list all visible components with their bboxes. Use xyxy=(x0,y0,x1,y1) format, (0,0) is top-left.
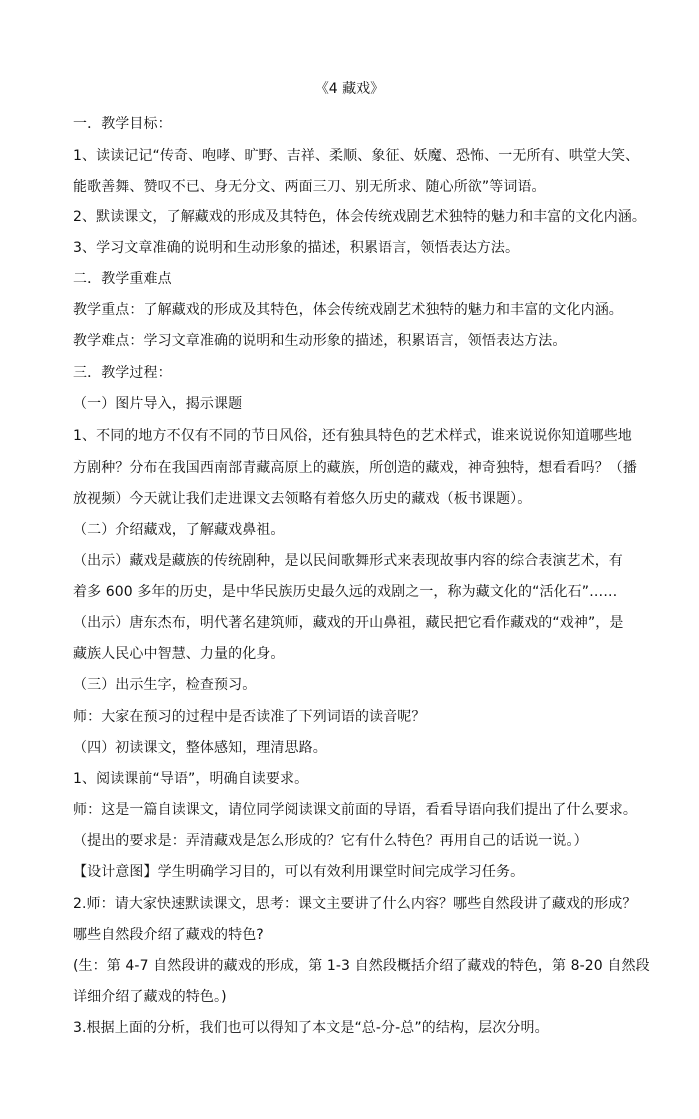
paragraph-line: （出示）藏戏是藏族的传统剧种，是以民间歌舞形式来表现故事内容的综合表演艺术，有 xyxy=(73,553,623,569)
paragraph-line: 详细介绍了藏戏的特色。) xyxy=(73,989,227,1005)
paragraph-line: 哪些自然段介绍了藏戏的特色? xyxy=(73,927,264,943)
section-heading-process: 三．教学过程： xyxy=(73,365,172,381)
paragraph-line: (生：第 4-7 自然段讲的藏戏的形成，第 1-3 自然段概括介绍了藏戏的特色，第 8-20 自然段 xyxy=(73,958,650,974)
paragraph-line: 1、读读记记“传奇、咆哮、旷野、吉祥、柔顺、象征、妖魔、恐怖、一无所有、哄堂大笑、 xyxy=(73,148,640,164)
section-heading-objectives: 一．教学目标： xyxy=(73,116,172,132)
subsection-heading: （三）出示生字，检查预习。 xyxy=(73,677,257,693)
subsection-heading: （二）介绍藏戏，了解藏戏鼻祖。 xyxy=(73,522,285,538)
subsection-heading: （四）初读课文，整体感知，理清思路。 xyxy=(73,740,327,756)
design-intent-line: 【设计意图】学生明确学习目的，可以有效利用课堂时间完成学习任务。 xyxy=(73,864,525,880)
paragraph-line: 2、默读课文，了解藏戏的形成及其特色，体会传统戏剧艺术独特的魅力和丰富的文化内涵。 xyxy=(73,209,647,225)
paragraph-line: 教学难点：学习文章准确的说明和生动形象的描述，积累语言，领悟表达方法。 xyxy=(73,333,567,349)
paragraph-line: 师：大家在预习的过程中是否读准了下列词语的读音呢？ xyxy=(73,709,426,725)
section-heading-key-points: 二．教学重难点 xyxy=(73,271,172,287)
paragraph-line: 方剧种？分布在我国西南部青藏高原上的藏族，所创造的藏戏，神奇独特，想看看吗？（播 xyxy=(73,460,637,476)
paragraph-line: 3、学习文章准确的说明和生动形象的描述，积累语言，领悟表达方法。 xyxy=(73,240,520,256)
paragraph-line: （出示）唐东杰布，明代著名建筑师，藏戏的开山鼻祖，藏民把它看作藏戏的“戏神”，是 xyxy=(73,615,624,631)
subsection-heading: （一）图片导入，揭示课题 xyxy=(73,396,243,412)
paragraph-line: 3.根据上面的分析，我们也可以得知了本文是“总-分-总”的结构，层次分明。 xyxy=(73,1020,549,1036)
paragraph-line: 1、阅读课前“导语”，明确自读要求。 xyxy=(73,771,309,787)
paragraph-line: 1、不同的地方不仅有不同的节日风俗，还有独具特色的艺术样式，谁来说说你知道哪些地 xyxy=(73,428,632,444)
paragraph-line: 放视频）今天就让我们走进课文去领略有着悠久历史的藏戏（板书课题）。 xyxy=(73,491,532,507)
document-title: 《4 藏戏》 xyxy=(314,81,385,97)
paragraph-line: 2.师：请大家快速默读课文，思考：课文主要讲了什么内容？哪些自然段讲了藏戏的形成？ xyxy=(73,896,637,912)
paragraph-line: 着多 600 多年的历史，是中华民族历史最久远的戏剧之一，称为藏文化的“活化石”…… xyxy=(73,584,618,600)
paragraph-line: 能歌善舞、赞叹不已、身无分文、两面三刀、别无所求、随心所欲”等词语。 xyxy=(73,179,546,195)
paragraph-line: 师：这是一篇自读课文，请位同学阅读课文前面的导语，看看导语向我们提出了什么要求。 xyxy=(73,802,637,818)
paragraph-line: （提出的要求是：弄清藏戏是怎么形成的？它有什么特色？再用自己的话说一说。） xyxy=(73,833,588,849)
paragraph-line: 教学重点：了解藏戏的形成及其特色，体会传统戏剧艺术独特的魅力和丰富的文化内涵。 xyxy=(73,302,623,318)
paragraph-line: 藏族人民心中智慧、力量的化身。 xyxy=(73,646,285,662)
